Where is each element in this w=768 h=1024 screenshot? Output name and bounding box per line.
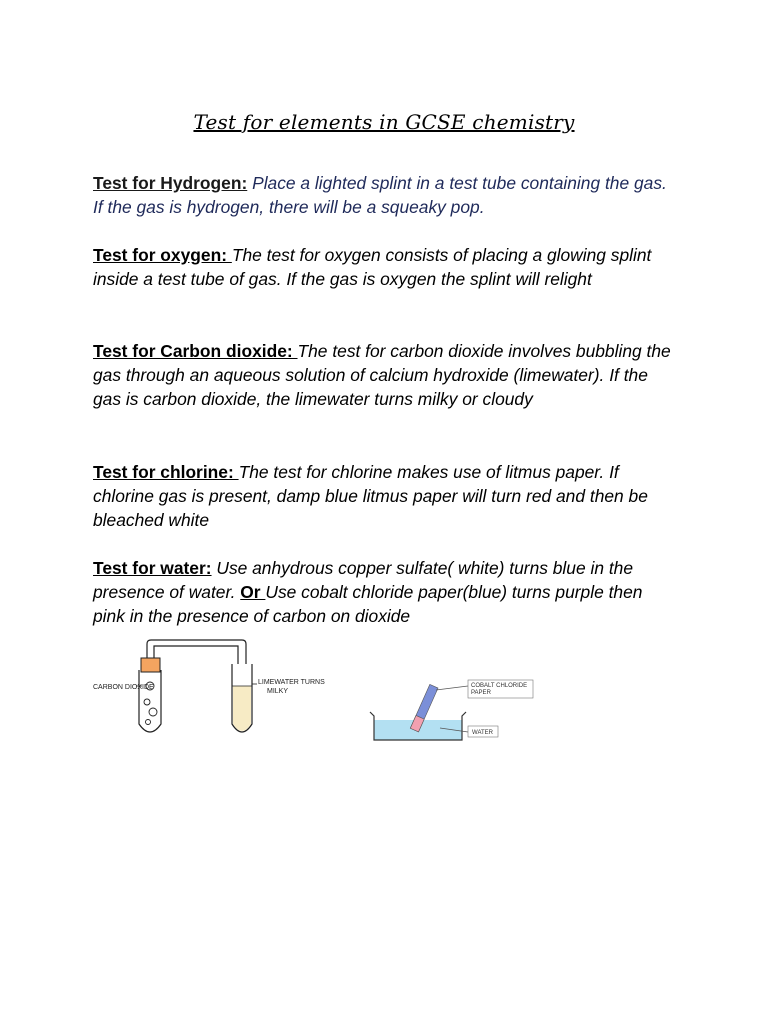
section-label: Test for Carbon dioxide: <box>93 341 298 361</box>
section-water <box>93 556 678 629</box>
section-hydrogen <box>93 171 678 219</box>
section-carbon-dioxide <box>93 339 678 412</box>
section-text-2: Use cobalt chloride paper(blue) turns purple then pink in the presence of carbon on dioxide <box>93 582 643 627</box>
section-label: Test for water: <box>93 558 212 578</box>
section-label: Test for chlorine: <box>93 462 239 482</box>
delivery-tube <box>147 640 246 708</box>
section-chlorine <box>93 460 678 533</box>
section-text: Place a lighted splint in a test tube containing the gas. If the gas is hydrogen, there will be a squeaky pop. <box>93 173 667 218</box>
label-carbon-dioxide: CARBON DIOXIDE <box>93 684 154 691</box>
label-limewater-1: LIMEWATER TURNS <box>258 679 325 686</box>
section-label: Test for Hydrogen: <box>93 173 248 193</box>
section-text: The test for oxygen consists of placing a glowing splint inside a test tube of gas. If the gas is oxygen the splint will relight <box>93 245 652 290</box>
section-oxygen <box>93 243 678 291</box>
limewater <box>233 686 251 731</box>
co2-limewater-diagram <box>92 636 325 738</box>
page-title: Test for elements in GCSE chemistry <box>193 110 575 134</box>
stopper <box>141 658 160 672</box>
label-cobalt-2: PAPER <box>471 690 491 696</box>
or-label: Or <box>240 582 266 603</box>
label-cobalt-1: COBALT CHLORIDE <box>471 683 528 689</box>
section-text: The test for chlorine makes use of litmus paper. If chlorine gas is present, damp blue litmus paper will turn red and then be bleached white <box>93 462 648 531</box>
delivery-tube-inner <box>154 646 238 708</box>
section-text: The test for carbon dioxide involves bubbling the gas through an aqueous solution of calcium hydroxide (limewater). If the gas is carbon dioxide, the limewater turns milky or cloudy <box>93 341 671 410</box>
cobalt-chloride-diagram <box>368 676 538 748</box>
label-limewater-2: MILKY <box>267 688 289 695</box>
section-text: Use anhydrous copper sulfate( white) turns blue in the presence of water. <box>93 558 634 603</box>
label-water: WATER <box>472 730 493 736</box>
section-label: Test for oxygen: <box>93 245 232 265</box>
